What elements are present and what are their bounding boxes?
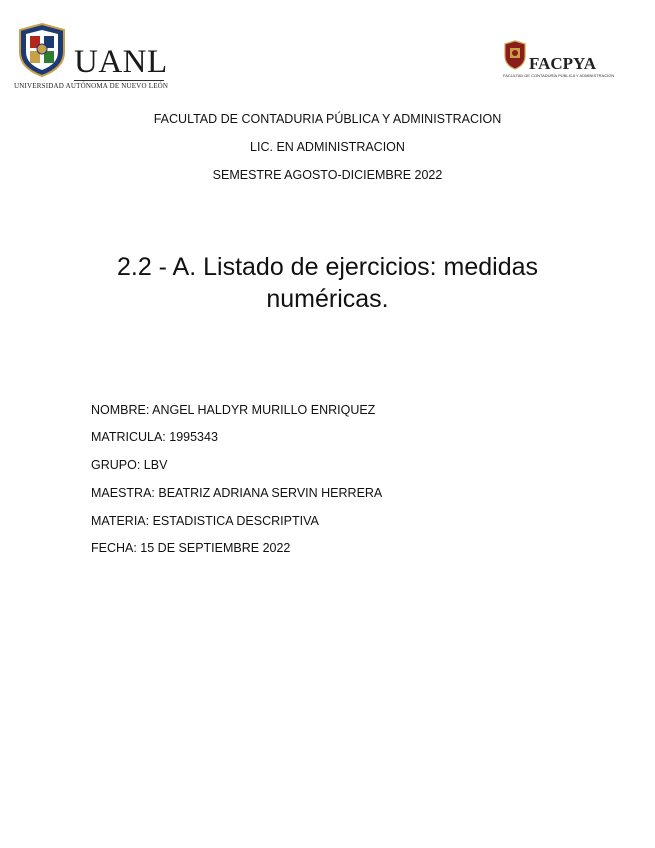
uanl-logo (14, 22, 169, 92)
field-grupo: GRUPO: LBV (91, 458, 168, 472)
semester: SEMESTRE AGOSTO-DICIEMBRE 2022 (212, 168, 443, 182)
facpya-crest-icon (503, 40, 527, 70)
document-title (60, 251, 595, 315)
field-materia: MATERIA: ESTADISTICA DESCRIPTIVA (91, 514, 319, 528)
facpya-logo (503, 40, 623, 82)
program-name: LIC. EN ADMINISTRACION (250, 140, 405, 154)
uanl-crest-icon (14, 22, 70, 78)
field-maestra: MAESTRA: BEATRIZ ADRIANA SERVIN HERRERA (91, 486, 383, 500)
uanl-subtitle: UNIVERSIDAD AUTÓNOMA DE NUEVO LEÓN (14, 82, 169, 90)
title-line-1: 2.2 - A. Listado de ejercicios: medidas (116, 253, 539, 281)
facpya-subtitle: FACULTAD DE CONTADURÍA PÚBLICA Y ADMINISTRACIÓN (503, 73, 615, 78)
field-nombre: NOMBRE: ANGEL HALDYR MURILLO ENRIQUEZ (91, 403, 376, 417)
title-line-2: numéricas. (266, 285, 389, 313)
facpya-wordmark: FACPYA (529, 54, 597, 73)
field-matricula: MATRICULA: 1995343 (91, 430, 218, 444)
faculty-name: FACULTAD DE CONTADURIA PÚBLICA Y ADMINISTRACION (153, 112, 502, 126)
uanl-wordmark: UANL (74, 44, 168, 80)
field-fecha: FECHA: 15 DE SEPTIEMBRE 2022 (91, 541, 291, 555)
uanl-divider (74, 80, 164, 81)
